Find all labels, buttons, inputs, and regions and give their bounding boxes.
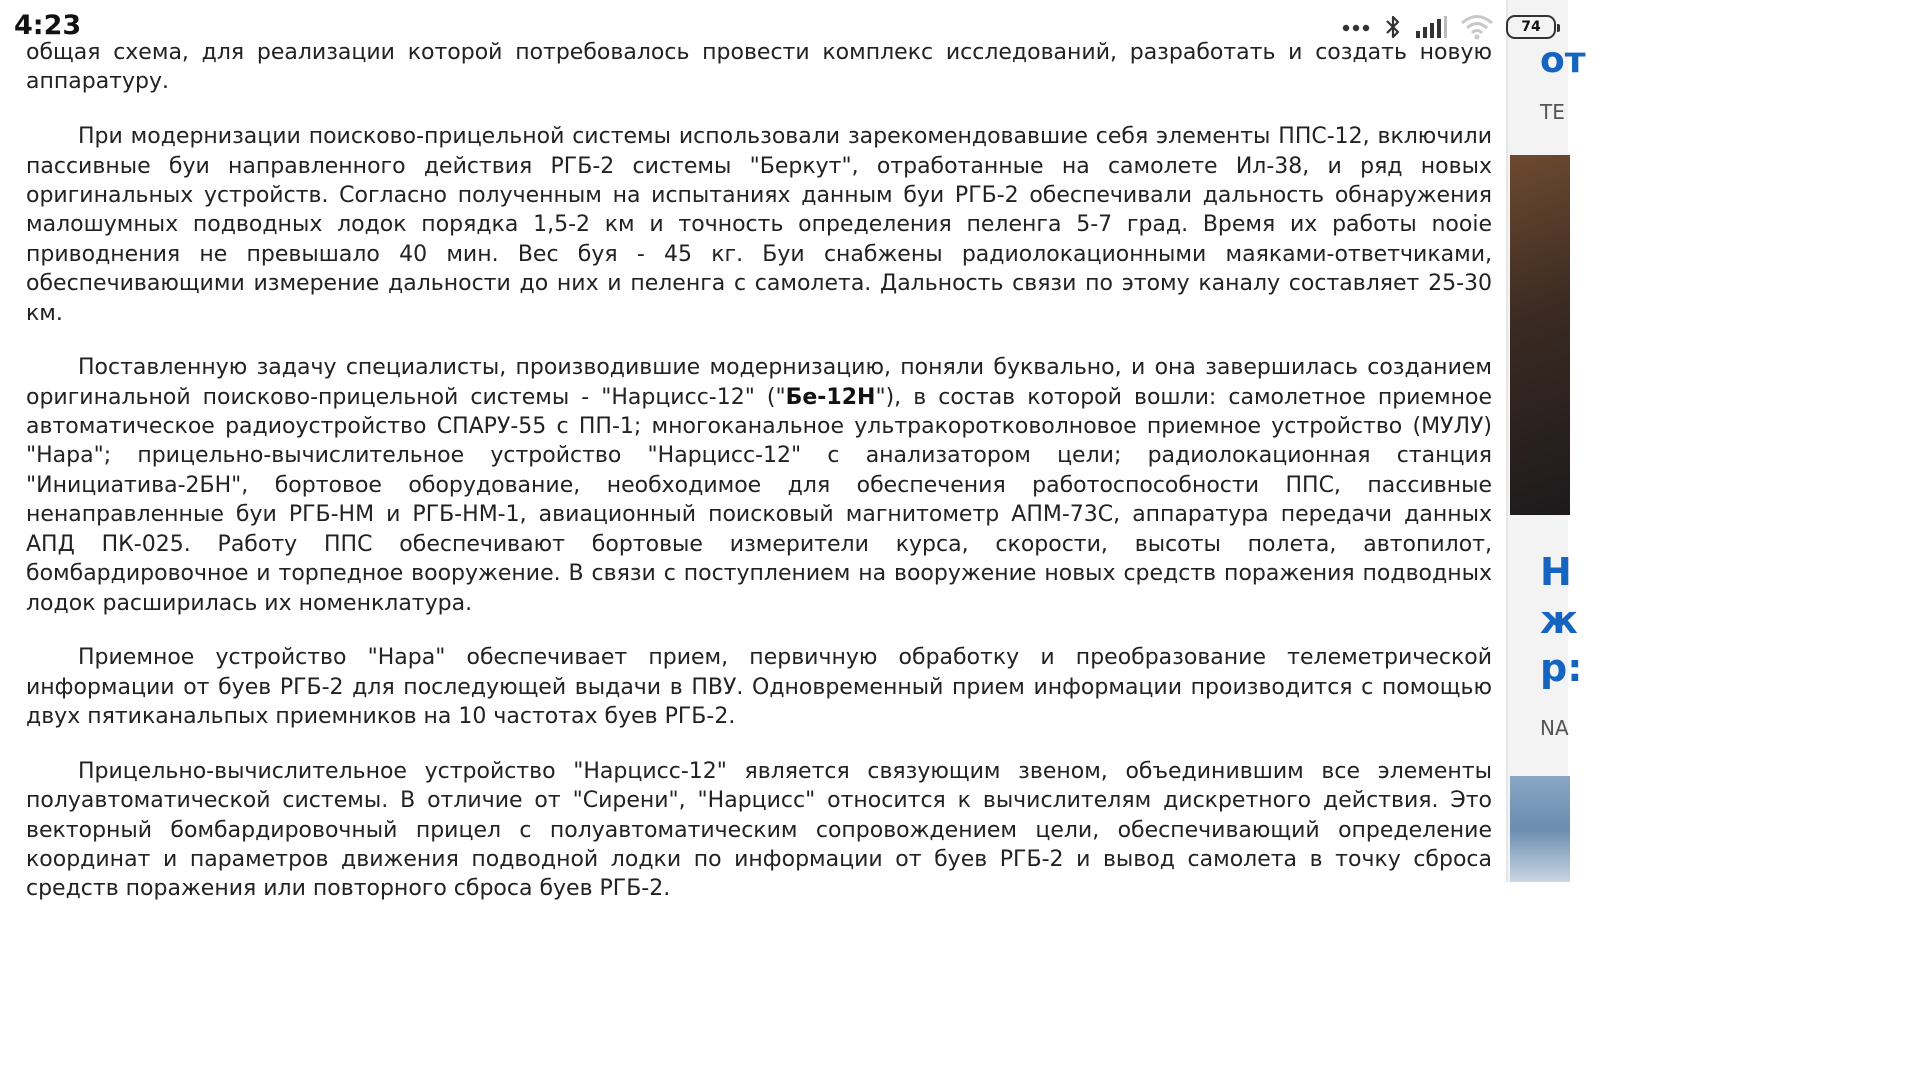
related-content-panel[interactable] [1508, 0, 1586, 882]
status-time: 4:23 [14, 10, 82, 41]
related-heading[interactable]: от [1540, 40, 1586, 81]
related-source-2: NA [1540, 716, 1569, 740]
paragraph-3 [26, 353, 1492, 618]
paragraph-1: общая схема, для реализации которой потребовалось провести комплекс исследований, разработать и создать новую аппаратуру. [26, 40, 1492, 95]
related-thumbnail-1[interactable] [1510, 155, 1570, 515]
wifi-icon [1460, 14, 1494, 40]
aircraft-model-bold: Бе-12Н [785, 384, 876, 410]
bluetooth-icon [1384, 14, 1402, 40]
signal-icon [1414, 15, 1448, 39]
paragraph-3-text-b: "), в состав которой вошли: самолетное приемное автоматическое радиоустройство СПАРУ-55 с ПП-1; многоканальное ультракоротковолновое приемное устройство (МУЛУ) "Нара"; прицельно-вычислительное устройство "Нарцисс-12" с анализатором цели; радиолокационная станция "Инициатива-2БН", бортовое оборудование, необходимое для обеспечения работоспособности ППС, пассивные ненаправленные буи РГБ-НМ и РГБ-НМ-1, авиационный поисковый магнитометр АПМ-73С, аппаратура передачи данных АПД ПК-025. Работу ППС обеспечивают бортовые измерители курса, скорости, высоты полета, автопилот, бомбардировочное и торпедное вооружение. В связи с поступлением на вооружение новых средств поражения подводных лодок расширилась их номенклатура. [26, 384, 1492, 616]
related-thumbnail-2[interactable] [1510, 776, 1570, 882]
status-bar [0, 0, 1568, 50]
related-source: ТЕ [1540, 100, 1565, 124]
paragraph-4: Приемное устройство "Нара" обеспечивает прием, первичную обработку и преобразование телеметрической информации от буев РГБ-2 для последующей выдачи в ПВУ. Одновременный прием информации производится с помощью двух пятиканальпых приемников на 10 частотах буев РГБ-2. [26, 645, 1492, 730]
more-dots-icon [1342, 22, 1372, 32]
paragraph-3-text-a: Поставленную задачу специалисты, производившие модернизацию, поняли буквально, и она завершилась созданием оригинальной поисково-прицельной системы - "Нарцисс-12" (" [26, 355, 1492, 410]
paragraph-2: При модернизации поисково-прицельной системы использовали зарекомендовавшие себя элементы ППС-12, включили пассивные буи направленного действия РГБ-2 системы "Беркут", отработанные на самолете Ил-38, и ряд новых оригинальных устройств. Согласно полученным на испытаниях данным буи РГБ-2 обеспечивали дальность обнаружения малошумных подводных лодок порядка 1,5-2 км и точность определения пеленга 5-7 град. Время их работы nooie приводнения не превышало 40 мин. Вес буя - 45 кг. Буи снабжены радиолокационными маяками-ответчиками, обеспечивающими измерение дальности до них и пеленга с самолета. Дальность связи по этому каналу составляет 25-30 км. [26, 124, 1492, 326]
article-body [26, 38, 1492, 902]
battery-icon: 74 [1506, 15, 1556, 39]
paragraph-5: Прицельно-вычислительное устройство "Нарцисс-12" является связующим звеном, объединившим все элементы полуавтоматической системы. В отличие от "Сирени", "Нарцисс" относится к вычислителям дискретного действия. Это векторный бомбардировочный прицел с полуавтоматическим сопровождением цели, обеспечивающий определение координат и параметров движения подводной лодки по информации от буев РГБ-2 и вывод самолета в точку сброса средств поражения или повторного сброса буев РГБ-2. [26, 758, 1492, 902]
related-title-2[interactable]: Н ж р: [1540, 550, 1583, 690]
status-icons [1342, 12, 1556, 42]
